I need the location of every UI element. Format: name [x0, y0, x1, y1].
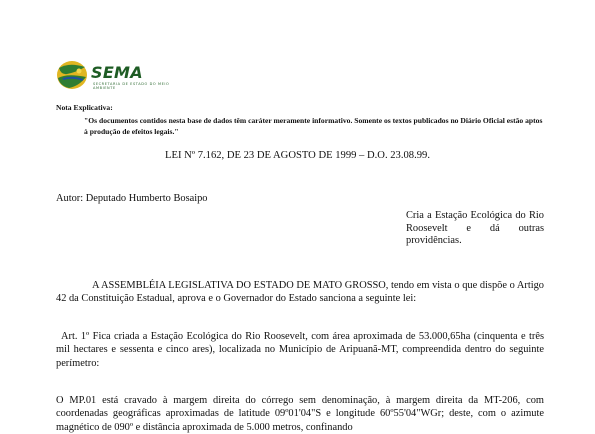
- law-author: Autor: Deputado Humberto Bosaipo: [56, 193, 208, 204]
- logo-subtext: SECRETARIA DE ESTADO DO MEIO AMBIENTE: [93, 82, 170, 90]
- paragraph-perimeter: O MP.01 está cravado à margem direita do córrego sem denominação, à margem direita da MT-206, com coordenadas geográficas aproximadas de latitude 09º01'04"S e longitude 60º55'04"WGr; deste, com o azimute magnético de 090º e distância aproximada de 5.000 metros, confinando: [56, 395, 544, 433]
- note-body: "Os documentos contidos nesta base de dados têm caráter meramente informativo. Somente os textos publicados no Diário Oficial estão aptos à produção de efeitos legais.": [84, 116, 543, 136]
- paragraph-preamble: A ASSEMBLÉIA LEGISLATIVA DO ESTADO DE MATO GROSSO, tendo em vista o que dispõe o Artigo 42 da Constituição Estadual, aprova e o Governador do Estado sanciona a seguinte lei:: [56, 280, 544, 305]
- note-title: Nota Explicativa:: [56, 103, 113, 112]
- sema-globe-icon: [55, 58, 93, 92]
- paragraph-article-1: Art. 1º Fica criada a Estação Ecológica do Rio Roosevelt, com área aproximada de 53.000,65ha (cinquenta e três mil hectares e sessenta e cinco ares), localizada no Município de Aripuanã-MT, compreendida dentro do seguinte perímetro:: [56, 331, 544, 369]
- law-ementa: Cria a Estação Ecológica do Rio Roosevelt e dá outras providências.: [406, 210, 544, 246]
- logo-text: SEMA: [91, 63, 143, 82]
- law-title: LEI Nº 7.162, DE 23 DE AGOSTO DE 1999 – D.O. 23.08.99.: [165, 150, 430, 161]
- sema-logo: [55, 58, 175, 92]
